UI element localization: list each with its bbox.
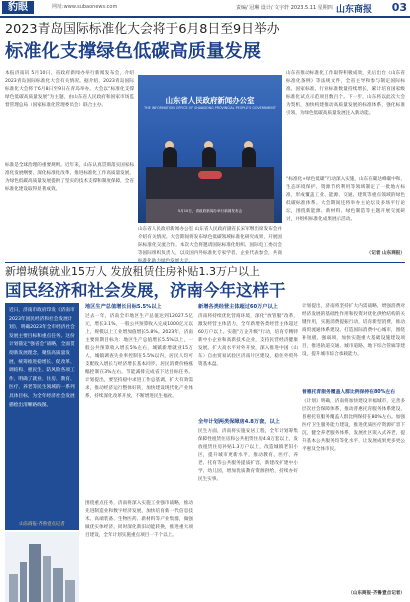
page-number: 03 bbox=[391, 1, 407, 14]
editor-date-meta: 责编/ 冠琳 设计/ 文宇轩 2023.5.11 星期四 bbox=[236, 5, 333, 11]
section-divider bbox=[5, 262, 405, 263]
article-1-col-2: 山东省人民政府新闻办公室 山东省人民政府副省长宋军继出席发布会并介绍有关情况。大会期间将发布绿色低碳领域标准化研究成果，开展国际标准化交流合作。本次大会将邀请国际标准化组织、国际电工委员会等国际组织负责人，以及国内外标准化专家学者、企业代表参会，共商 bbox=[138, 227, 282, 256]
sidebar-author: 山东商报·齐鲁壹点记者 bbox=[19, 522, 65, 527]
article-1-col-4: “标准化+绿色低碳”行动深入实施，山东在碳达峰碳中和、生态环境保护、资源节约利用等领域制定了一批地方标准，形成覆盖工业、能源、交通、建筑等重点领域的绿色低碳标准体系。大会期间还将举办主论坛及多场平行论坛，围绕新能源、新材料、绿色制造等主题开展交流研讨，并组织标准化成果展示活动。 bbox=[286, 177, 405, 222]
press-conference-photo bbox=[138, 75, 282, 223]
article-2-col-2b: 民生方面，济南将实施安居工程，全年计划筹集保障性租赁住房和公共租赁住房4.8万套以上，发放租赁住房补贴1.3万户以上，改造城镇老旧小区，提升城市更新水平，推动教育、医疗、养老、托育等公共服务提质扩容，新建改扩建中小学、幼儿园，增加优质教育资源供给，持续办好民生实事。 bbox=[198, 429, 298, 482]
article-2-col-1: 过去一年，济南全市地区生产总值达到12027.5亿元，增长3.1%，一般公共预算收入完成1000亿元以上，规模以上工业增加值增长5.8%。2023年，济南主要预期目标为：地区生产总值增长5.5%以上，一般公共预算收入增长5%左右，城镇新增就业15万人，城镇调查失业率控制在5.5%以内，居民人均可支配收入增长与经济增长基本同步，居民消费价格涨幅控制在3%左右，节能减排完成省下达目标任务。计划提出，要坚持稳中求进工作总基调，扩大有效需求，推动经济运行整体好转，加快建设现代化产业体系，持续深化改革开放，不断增进民生福祉。 bbox=[85, 314, 193, 399]
headline-2-kicker: 新增城镇就业15万人 发放租赁住房补贴1.3万户以上 bbox=[5, 265, 260, 278]
masthead bbox=[0, 0, 410, 18]
photo-caption: 5月10日，省政府新闻办举行新闻发布会 bbox=[177, 209, 243, 213]
article-2-col-1b: 围绕重点任务，济南将深入实施工业强市战略，推动先进制造业和数字经济发展，加快培育新一代信息技术、高端装备、生物医药、新材料等产业集群，做强做优实体经济。同时深化新旧动能转换，推进重大项目建设，全年计划实施重点项目一千个以上。 bbox=[85, 501, 193, 538]
article-1-byline: （记者 山东商报） bbox=[366, 251, 405, 256]
article-2-col-2: 济南将持续优化营商环境，深化“放管服”改革，激发经营主体活力，全年新增各类经营主体超过60万户以上。实施“万企升级”行动，培育专精特新中小企业和高新技术企业，支持民营经济健康发展。扩大高水平对外开放，深入推进中国（山东）自由贸易试验区济南片区建设，稳住外贸外资基本盘。 bbox=[198, 314, 298, 367]
masthead-name: 山东商报 bbox=[336, 5, 373, 15]
building-shape bbox=[43, 556, 51, 602]
building-shape bbox=[65, 580, 75, 602]
article-1-col-1b: 标准是全球治理的重要规则。近年来，山东认真贯彻落实国家标准化发展纲要，深化标准化改革，推进标准化工作高质量发展，为绿色低碳高质量发展提供了坚实的技术支撑和制度保障，全省标准化建设取得显著成效。 bbox=[5, 163, 134, 192]
subhead-housing: 全年计划两类保障房4.8万套，以上 bbox=[198, 419, 280, 425]
subhead-childcare: 普惠托育服务覆盖人群比例保持在80%左右 bbox=[302, 390, 396, 395]
headline-1-main: 标准化支撑绿色低碳高质量发展 bbox=[5, 41, 261, 62]
headline-1-kicker: 2023青岛国际标准化大会将于6月8日至9日举办 bbox=[5, 22, 280, 37]
subhead-business-entities: 新增各类经营主体超过60万户以上 bbox=[198, 304, 278, 310]
article-1-col-3: 山东省推动标准化工作取得积极成效，先后出台《山东省标准化条例》等法规文件，全省主导和参与制定国际标准、国家标准、行业标准数量持续增长，累计培育国家级标准化试点示范项目数百个。下一步，山东将以此次大会为契机，加快构建推动高质量发展的标准体系，强化标准引领，为绿色低碳高质量发展注入新动能。 bbox=[286, 71, 405, 116]
photo-title: 山东省人民政府新闻办公室 bbox=[165, 96, 255, 105]
article-1-col-1: 本报济南讯 5月10日，省政府新闻办举行新闻发布会，介绍2023青岛国际标准化大会有关情况。据介绍，2023青岛国际标准化大会将于6月8日至9日在青岛举办。大会以“标准化支撑绿色低碳高质量发展”为主题，由山东省人民政府和国家市场监督管理总局（国家标准化管理委员会）联合主办。 bbox=[5, 71, 134, 108]
photo-subtitle: THE INFORMATION OFFICE OF SHANDONG PROVINCIAL PEOPLE'S GOVERNMENT bbox=[144, 106, 276, 110]
headline-2-main: 国民经济和社会发展，济南今年这样干 bbox=[5, 281, 286, 300]
city-skyline-photo bbox=[5, 532, 79, 602]
building-shape bbox=[9, 574, 18, 602]
building-shape bbox=[53, 568, 63, 602]
article-2-col-3b: 《计划》明确，济南将加快建设幸福城市，完善多层次社会保障体系，推动普惠托育服务体系建设，普惠托育服务覆盖人群比例保持在80%左右。加强医疗卫生服务能力建设，推进优质医疗资源扩容下沉，健全养老服务体系，发展社区嵌入式养老，提升基本公共服务均等化水平，让发展成果更多更公平惠及全体市民。 bbox=[302, 399, 405, 452]
building-shape bbox=[29, 544, 41, 602]
site-url: 网址:www.subaonews.com bbox=[52, 4, 118, 10]
sidebar-text: 近日，济南市政府印发《济南市2023年国民经济和社会发展计划》，明确2023年全市经济社会发展主要目标和重点任务。这份计划锚定“强省会”战略，全面贯彻新发展理念，聚焦高质量发展，统筹推进稳增长、促改革、调结构、惠民生、防风险各项工作，明确了就业、住房、教育、医疗、养老等民生领域的一系列具体目标，为全年经济社会发展描绘出清晰路线图。 bbox=[9, 308, 75, 408]
subhead-gdp: 地区生产总值增长目标5.5%以上 bbox=[85, 304, 162, 310]
brand-logo: 豹眼 bbox=[2, 1, 34, 14]
building-shape bbox=[20, 562, 27, 602]
article-2-byline: （山东商报·齐鲁壹点记者） bbox=[348, 591, 405, 596]
summary-sidebar bbox=[5, 303, 79, 530]
flower-decoration-icon bbox=[198, 171, 222, 179]
article-2-col-3: 计划提出，济南将坚持扩大内需战略，增强消费对经济发展的基础性作用和投资对优化供给结构的关键作用，实施消费提振行动，培育新型消费，推动商贸流通体系建设，打造国际消费中心城市，围绕补短板、强弱项，加快实施重大基础设施建设项目，推进轨道交通、城市道路、地下综合管廊等建设，提升城市综合承载能力。 bbox=[302, 304, 405, 357]
